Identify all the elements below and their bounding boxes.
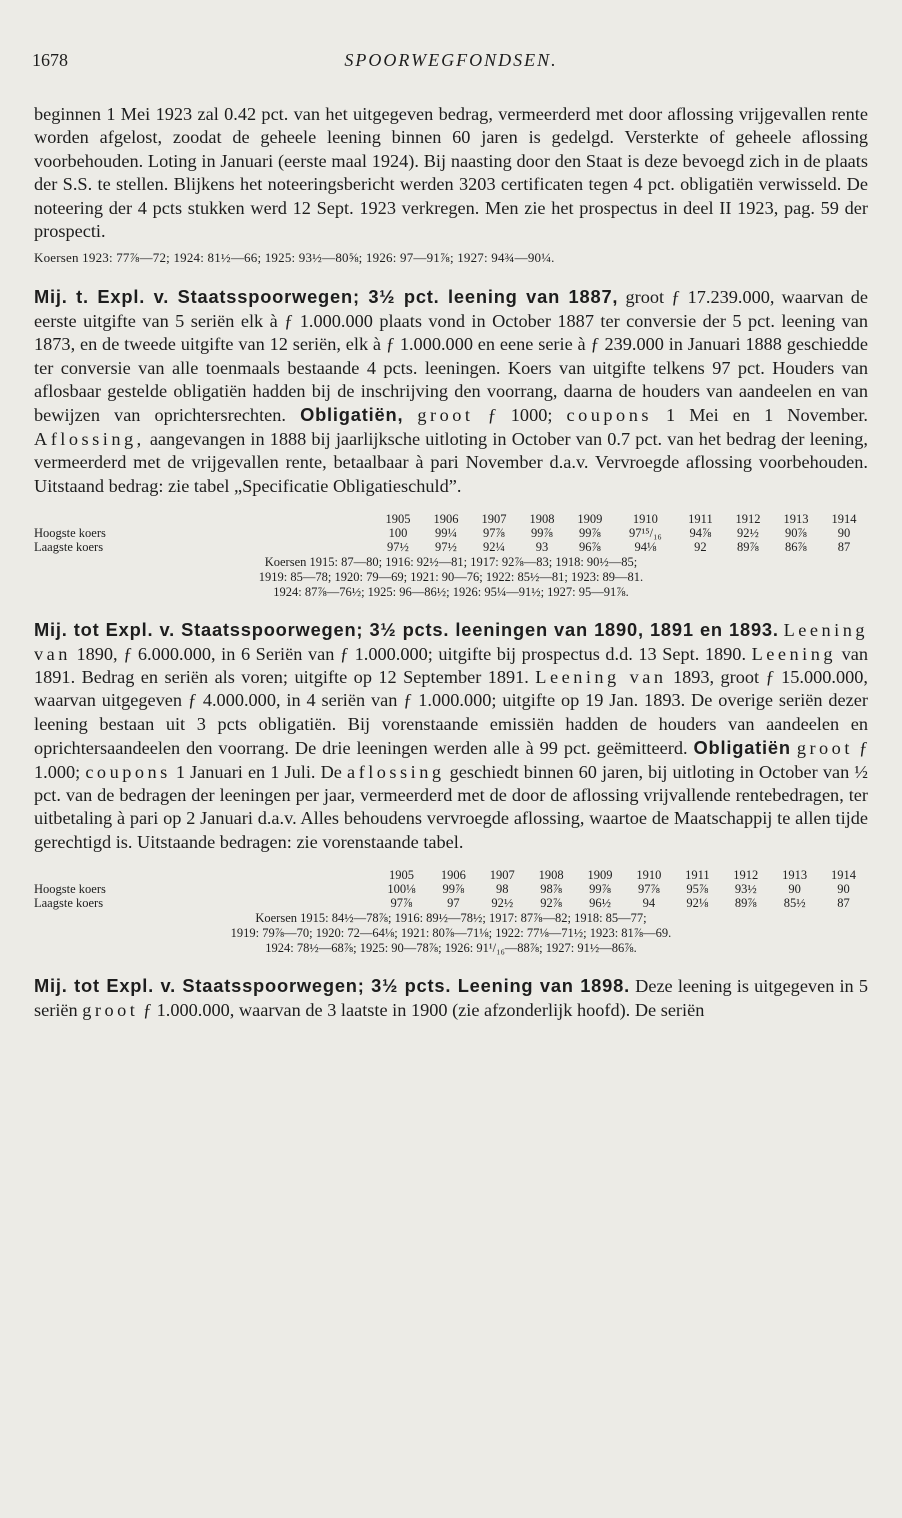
section-1890-body-a: 1890, ƒ 6.000.000, in 6 Seriën van ƒ 1.000.000; uitgifte bij prospectus d.d. 13 Sept. 1890.	[76, 643, 747, 664]
value-cell: 89⅞	[737, 540, 759, 555]
section-1887-coupons-value: 1 Mei en 1 November.	[666, 405, 869, 426]
year-cell: 1913	[783, 512, 809, 527]
year-cell: 1907	[481, 512, 507, 527]
value-cell: 97⅞	[483, 526, 505, 541]
value-cell: 92	[694, 540, 707, 555]
year-cell: 1910	[636, 868, 662, 883]
table-header-row	[34, 868, 868, 882]
section-1890-paragraph	[34, 618, 868, 854]
value-cell: 99⅞	[578, 526, 601, 541]
row-label-hoogste: Hoogste koers	[34, 526, 106, 541]
section-1887-koersen	[34, 555, 868, 600]
value-cell: 100⅛	[387, 882, 416, 897]
value-cell: 92¼	[483, 540, 505, 555]
section-1887-aflossing-text: aangevangen in 1888 bij jaarlijksche uitloting in October van 0.7 pct. van het bedrag der leening, vermeerderd met de vrijgevallen rente, betaalbaar à pari November d.a.v. Vervroegde aflossing voorbehouden. Uitstaand bedrag: zie tabel „Specificatie Obligatieschuld”.	[34, 428, 868, 496]
value-cell: 92⅛	[686, 896, 709, 911]
section-1890-groot-label: groot	[796, 738, 853, 759]
year-cell: 1911	[688, 512, 713, 527]
table-row	[34, 882, 868, 896]
value-cell: 85½	[783, 896, 806, 911]
section-1890-loans	[34, 618, 868, 956]
year-cell: 1910	[632, 512, 658, 527]
year-cell: 1914	[831, 512, 857, 527]
value-cell: 97¹⁵/₁₆	[629, 526, 662, 541]
value-cell: 94⅛	[634, 540, 657, 555]
year-cell: 1912	[733, 868, 759, 883]
page-header	[32, 50, 870, 78]
value-cell: 95⅞	[686, 882, 709, 897]
section-1891-body-b: van 1891. Bedrag en seriën als voren; uitgifte op 12 September 1891.	[34, 643, 868, 687]
value-cell: 93	[535, 540, 549, 555]
year-cell: 1909	[577, 512, 603, 527]
year-cell: 1908	[538, 868, 564, 883]
koersen-line: Koersen 1915: 84½—78⅞; 1916: 89½—78½; 1917: 87⅞—82; 1918: 85—77;	[255, 911, 647, 926]
value-cell: 99⅞	[531, 526, 553, 541]
year-cell: 1907	[489, 868, 515, 883]
value-cell: 98	[496, 882, 509, 897]
koersen-line: Koersen 1915: 87—80; 1916: 92½—81; 1917: 92⅞—83; 1918: 90½—85;	[264, 555, 638, 570]
value-cell: 96⅞	[578, 540, 601, 555]
section-1890-coupons-label: coupons	[85, 761, 171, 782]
section-1898-heading: Mij. tot Expl. v. Staatsspoorwegen; 3½ pcts. Leening van 1898.	[34, 975, 630, 997]
row-label-hoogste: Hoogste koers	[34, 882, 106, 897]
table-row	[34, 526, 868, 540]
section-1890-coupons-value: 1 Januari en 1 Juli.	[175, 761, 316, 782]
section-1887-obligatien-label: Obligatiën,	[300, 404, 404, 426]
section-1887-heading: Mij. t. Expl. v. Staatsspoorwegen; 3½ pct. leening van 1887,	[34, 286, 619, 308]
section-1890-groot-value: ƒ 1.000;	[34, 738, 868, 782]
year-cell: 1909	[587, 868, 613, 883]
koersen-line: 1924: 78½—68⅞; 1925: 90—78⅞; 1926: 91¹/₁₆—88⅞; 1927: 91½—86⅞.	[265, 941, 637, 956]
value-cell: 99⅞	[442, 882, 465, 897]
section-1887-coupons-label: coupons	[566, 405, 652, 426]
value-cell: 90	[837, 882, 850, 897]
value-cell: 99¼	[435, 526, 457, 541]
table-row	[34, 540, 868, 554]
table-row	[34, 896, 868, 910]
value-cell: 87	[837, 540, 851, 555]
section-1890-leening-label: Leening van	[34, 620, 868, 664]
koersen-line: 1924: 87⅞—76½; 1925: 96—86½; 1926: 95¼—91½; 1927: 95—91⅞.	[273, 585, 629, 600]
section-1887-groot-value: ƒ 1000;	[487, 405, 553, 426]
row-label-laagste: Laagste koers	[34, 540, 104, 555]
section-1890-de-label: De	[320, 761, 342, 782]
value-cell: 99⅞	[589, 882, 611, 897]
year-cell: 1912	[735, 512, 761, 527]
table-header-row	[34, 512, 868, 526]
year-cell: 1905	[388, 868, 414, 883]
value-cell: 92½	[737, 526, 759, 541]
section-1887-aflossing-label: Aflossing,	[34, 428, 145, 449]
section-1898-loan	[34, 974, 868, 1022]
intro-koersen: Koersen 1923: 77⅞—72; 1924: 81½—66; 1925: 93½—80⅝; 1926: 97—91⅞; 1927: 94¾—90¼.	[34, 250, 555, 266]
value-cell: 98⅞	[540, 882, 563, 897]
year-cell: 1914	[831, 868, 857, 883]
section-1890-aflossing-label: aflossing	[347, 761, 445, 782]
section-1890-obligatien-label: Obligatiën	[693, 737, 791, 759]
section-1887-price-table	[34, 512, 868, 554]
intro-paragraph: beginnen 1 Mei 1923 zal 0.42 pct. van het uitgegeven bedrag, vermeerderd met door aflossing vrijgevallen rente worden afgelost, zoodat de geheele leening binnen 60 jaren is gedelgd. Versterkte of geheele aflossing voorbehouden. Loting in Januari (eerste maal 1924). Bij naasting door den Staat is deze bevoegd zich in de plaats der S.S. te stellen. Blijkens het noteeringsbericht werden 3203 certificaten tegen 4 pct. obligatiën verwisseld. De noteering der 4 pcts stukken werd 12 Sept. 1923 verkregen. Men zie het prospectus in deel II 1923, pag. 59 der prospecti.	[34, 104, 868, 242]
value-cell: 97⅞	[637, 882, 660, 897]
value-cell: 86⅞	[785, 540, 807, 555]
year-cell: 1906	[433, 512, 459, 527]
value-cell: 90⅞	[785, 526, 807, 541]
section-1898-groot-label: groot	[82, 999, 139, 1020]
page-number: 1678	[32, 50, 68, 70]
section-1887-groot-label: groot	[417, 405, 474, 426]
value-cell: 89⅞	[734, 896, 757, 911]
section-1891-leening-label: Leening	[751, 643, 837, 664]
koersen-line: 1919: 79⅞—70; 1920: 72—64⅛; 1921: 80⅞—71⅛; 1922: 77⅛—71½; 1923: 81⅞—69.	[230, 926, 672, 941]
section-1890-price-table	[34, 868, 868, 910]
koersen-line: 1919: 85—78; 1920: 79—69; 1921: 90—76; 1922: 85½—81; 1923: 89—81.	[258, 570, 644, 585]
value-cell: 90	[788, 882, 801, 897]
year-cell: 1908	[529, 512, 555, 527]
value-cell: 96½	[589, 896, 611, 911]
value-cell: 97½	[435, 540, 457, 555]
section-1887-body-a: groot ƒ 17.239.000, waarvan de eerste uitgifte van 5 seriën elk à ƒ 1.000.000 plaats vond in October 1887 ter conversie der 5 pct. leening van 1873, en de tweede uitgifte van 12 seriën, elk à ƒ 1.000.000 en eene serie à ƒ 239.000 in Januari 1888 geschiedde ter conversie van alle toenmaals bestaande 4 pcts. leeningen. Koers van uitgifte telkens 97 pct. Houders van aflosbaar gestelde obligatiën hadden bij de inschrijving den voorrang, daarna de houders van aandeelen en van bewijzen van oprichtersrechten.	[34, 287, 868, 426]
section-1890-heading: Mij. tot Expl. v. Staatsspoorwegen; 3½ pcts. leeningen van 1890, 1891 en 1893.	[34, 619, 779, 641]
section-1893-leening-label: Leening van	[535, 666, 667, 687]
running-title: SPOORWEGFONDSEN.	[344, 50, 558, 70]
section-1887-loan	[34, 285, 868, 600]
section-1890-aflossing-text: geschiedt binnen 60 jaren, bij uitloting in October van ½ pct. van de bedragen der leeningen per jaar, vermeerderd met de door de aflossing vrijvallende rentebedragen, ter uitbetaling à pari op 2 Januari d.a.v. Alles behoudens vervroegde aflossing, waartoe de Maatschappij te allen tijde gerechtigd is. Uitstaande bedragen: zie vorenstaande tabel.	[34, 761, 869, 852]
year-cell: 1911	[685, 868, 710, 883]
value-cell: 90	[837, 526, 851, 541]
value-cell: 94	[642, 896, 656, 911]
value-cell: 97⅞	[390, 896, 413, 911]
value-cell: 97	[447, 896, 460, 911]
value-cell: 92⅞	[540, 896, 563, 911]
year-cell: 1905	[385, 512, 411, 527]
section-1898-paragraph	[34, 974, 868, 1022]
value-cell: 93½	[734, 882, 757, 897]
section-1898-body-b: ƒ 1.000.000, waarvan de 3 laatste in 1900 (zie afzonderlijk hoofd). De seriën	[142, 999, 705, 1020]
value-cell: 97½	[387, 540, 409, 555]
section-1893-body-c: 1893, groot ƒ 15.000.000, waarvan uitgegeven ƒ 4.000.000, in 4 seriën van ƒ 1.000.000; uitgifte op 19 Jan. 1893. De overige seriën dezer leening bestaan uit 3 pcts obligatiën. Bij vorenstaande emissiën hadden de houders van aandeelen en oprichtersaandeelen den voorrang. De drie leeningen werden alle à 99 pct. geëmitteerd.	[34, 666, 868, 759]
year-cell: 1906	[440, 868, 466, 883]
year-cell: 1913	[782, 868, 808, 883]
value-cell: 94⅞	[689, 526, 712, 541]
value-cell: 100	[388, 526, 408, 541]
section-1887-paragraph	[34, 285, 868, 498]
value-cell: 87	[837, 896, 850, 911]
row-label-laagste: Laagste koers	[34, 896, 104, 911]
page-body	[34, 103, 868, 1022]
section-1890-koersen	[34, 911, 868, 956]
section-1898-body-a: Deze leening is uitgegeven in 5 seriën	[34, 976, 868, 1020]
value-cell: 92½	[491, 896, 514, 911]
